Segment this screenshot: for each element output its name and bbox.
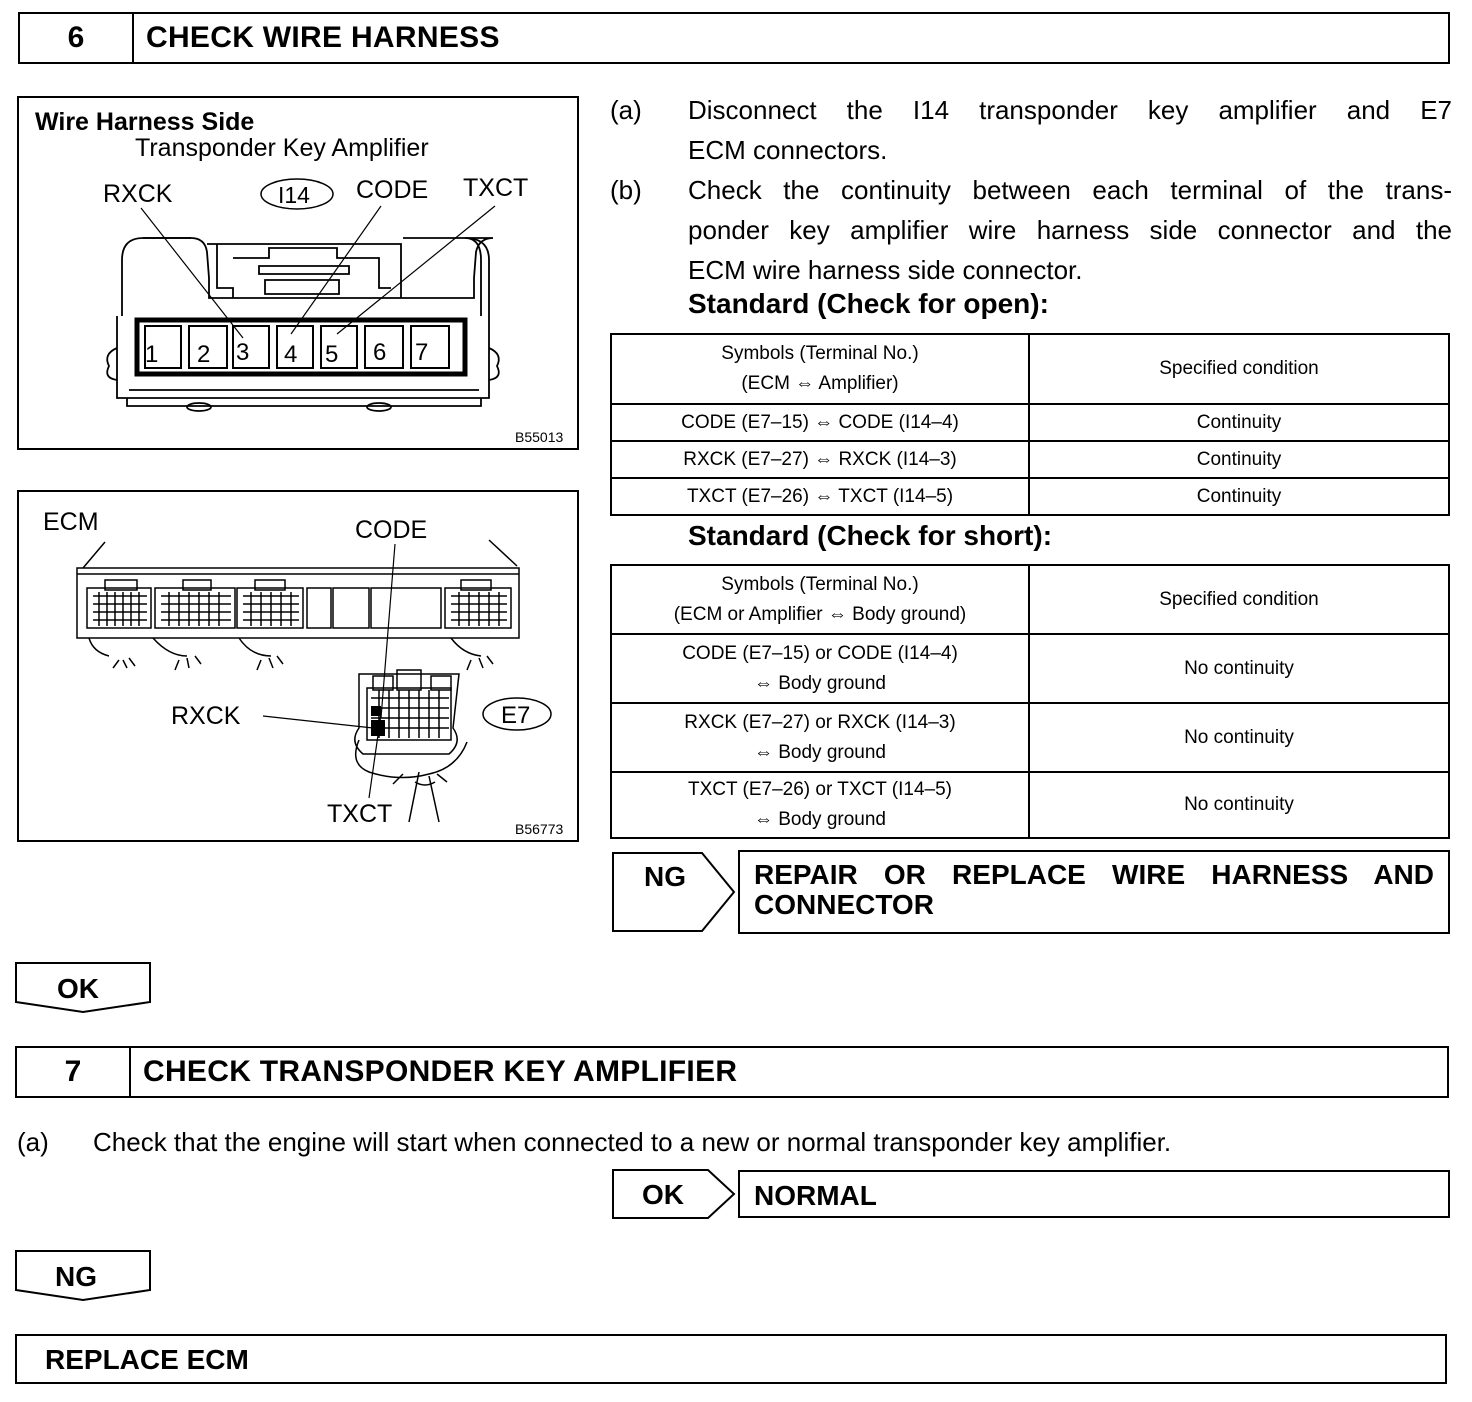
row-symbols-line2: ⇔ Body ground xyxy=(753,809,886,830)
ng-flow-tag xyxy=(15,1250,153,1302)
table-row xyxy=(611,703,1449,772)
fig2-code: B56773 xyxy=(515,821,564,837)
instruction-a-line1: Disconnect the I14 transponder key amplifier and E7 xyxy=(688,95,1452,125)
row-symbols-line2: ⇔ Body ground xyxy=(753,672,886,694)
instruction-a-line2: ECM connectors. xyxy=(688,135,888,165)
pin-5: 5 xyxy=(325,341,339,368)
short-check-table xyxy=(610,564,1450,839)
step-number: 7 xyxy=(17,1048,131,1096)
step-number: 6 xyxy=(20,14,134,62)
pin-4: 4 xyxy=(284,341,298,368)
header-condition: Specified condition xyxy=(1029,334,1449,404)
instruction-b-line2: ponder key amplifier wire harness side connector and the xyxy=(688,215,1452,245)
row-symbols: CODE (E7–15) ⇔ CODE (I14–4) xyxy=(611,404,1029,441)
table-header-row xyxy=(611,334,1449,404)
i14-connector-diagram xyxy=(19,98,577,448)
fig2-rxck-label: RXCK xyxy=(171,702,241,730)
ecm-body xyxy=(77,540,519,670)
pin-7: 7 xyxy=(415,339,429,366)
fig2-leader-lines xyxy=(263,544,395,798)
fig1-heading: Wire Harness Side xyxy=(35,108,255,136)
row-symbols-line1: CODE (E7–15) or CODE (I14–4) xyxy=(682,642,958,664)
row-condition: Continuity xyxy=(1029,441,1449,478)
step7-instruction xyxy=(17,1122,1447,1162)
step-title: CHECK TRANSPONDER KEY AMPLIFIER xyxy=(143,1055,738,1088)
txct-terminal-marker xyxy=(371,706,381,716)
ng-tag-label: NG xyxy=(644,861,686,892)
table-row xyxy=(611,478,1449,515)
ok-arrow-shape xyxy=(15,962,153,1014)
ng-result-box xyxy=(738,850,1450,934)
step7-instruction-text: Check that the engine will start when connected to a new or normal transponder key amplifier. xyxy=(93,1127,1172,1157)
pin-2: 2 xyxy=(197,341,211,368)
row-condition: Continuity xyxy=(1029,478,1449,515)
fig1-code: B55013 xyxy=(515,429,564,445)
ok-result-tag-label: OK xyxy=(642,1179,684,1210)
table-row xyxy=(611,404,1449,441)
connector-id-i14: I14 xyxy=(278,182,310,208)
label-code: CODE xyxy=(356,176,429,204)
instruction-b-label: (b) xyxy=(610,175,642,205)
step-7-header xyxy=(15,1046,1449,1098)
ecm-label: ECM xyxy=(43,508,99,536)
header-symbols-line2: (ECM ⇔ Amplifier) xyxy=(741,373,899,394)
ecm-connector-diagram xyxy=(19,492,577,840)
ok-tag-label: OK xyxy=(57,973,99,1004)
open-check-table xyxy=(610,333,1450,516)
step-title: CHECK WIRE HARNESS xyxy=(146,21,500,54)
row-condition: No continuity xyxy=(1029,634,1449,703)
table-row xyxy=(611,634,1449,703)
pin-1: 1 xyxy=(145,341,159,368)
step-6-header xyxy=(18,12,1450,64)
fig2-txct-label: TXCT xyxy=(327,800,393,828)
open-check-heading: Standard (Check for open): xyxy=(688,288,1049,319)
ng-result-line1: REPAIR OR REPLACE WIRE HARNESS AND xyxy=(754,859,1434,890)
pin-6: 6 xyxy=(373,339,387,366)
fig1-subheading: Transponder Key Amplifier xyxy=(135,134,429,162)
ng-down-tag-label: NG xyxy=(55,1261,97,1292)
table-header-row xyxy=(611,565,1449,634)
instruction-b xyxy=(610,170,1452,290)
connector-id-e7: E7 xyxy=(501,702,531,729)
connector-housing xyxy=(107,238,499,411)
row-symbols-line1: RXCK (E7–27) or RXCK (I14–3) xyxy=(684,711,956,733)
instruction-b-line3: ECM wire harness side connector. xyxy=(688,255,1083,285)
row-symbols: RXCK (E7–27) ⇔ RXCK (I14–3) xyxy=(611,441,1029,478)
step7-instruction-label: (a) xyxy=(17,1127,49,1157)
ok-result-text: NORMAL xyxy=(754,1180,877,1211)
figure-i14-connector xyxy=(17,96,579,450)
table-row xyxy=(611,772,1449,838)
row-symbols: TXCT (E7–26) ⇔ TXCT (I14–5) xyxy=(611,478,1029,515)
label-txct: TXCT xyxy=(463,174,529,202)
ok-flow-tag xyxy=(15,962,153,1014)
table-row xyxy=(611,441,1449,478)
instruction-a-label: (a) xyxy=(610,95,642,125)
row-symbols-line2: ⇔ Body ground xyxy=(753,741,886,763)
ng-result-line2: CONNECTOR xyxy=(754,889,934,920)
fig2-code-label: CODE xyxy=(355,516,428,544)
figure-ecm-connector xyxy=(17,490,579,842)
row-condition: Continuity xyxy=(1029,404,1449,441)
row-condition: No continuity xyxy=(1029,703,1449,772)
replace-ecm-box xyxy=(15,1334,1447,1384)
ng-down-arrow-shape xyxy=(15,1250,153,1302)
header-symbols-line2: (ECM or Amplifier ⇔ Body ground) xyxy=(673,603,967,625)
replace-ecm-text: REPLACE ECM xyxy=(45,1344,249,1375)
header-condition: Specified condition xyxy=(1029,565,1449,634)
ok-result xyxy=(612,1168,1452,1220)
instruction-a xyxy=(610,90,1452,170)
ok-arrow-tag xyxy=(612,1168,742,1220)
instruction-b-line1: Check the continuity between each terminal of the trans- xyxy=(688,175,1452,205)
row-symbols-line1: TXCT (E7–26) or TXCT (I14–5) xyxy=(687,779,952,800)
label-rxck: RXCK xyxy=(103,180,173,208)
pin-3: 3 xyxy=(236,339,250,366)
short-check-heading: Standard (Check for short): xyxy=(688,520,1053,551)
header-symbols-line1: Symbols (Terminal No.) xyxy=(721,343,919,364)
ok-result-box xyxy=(738,1170,1450,1218)
row-condition: No continuity xyxy=(1029,772,1449,838)
ng-result xyxy=(612,850,1452,934)
ng-arrow-tag xyxy=(612,850,742,934)
header-symbols-line1: Symbols (Terminal No.) xyxy=(721,573,919,595)
